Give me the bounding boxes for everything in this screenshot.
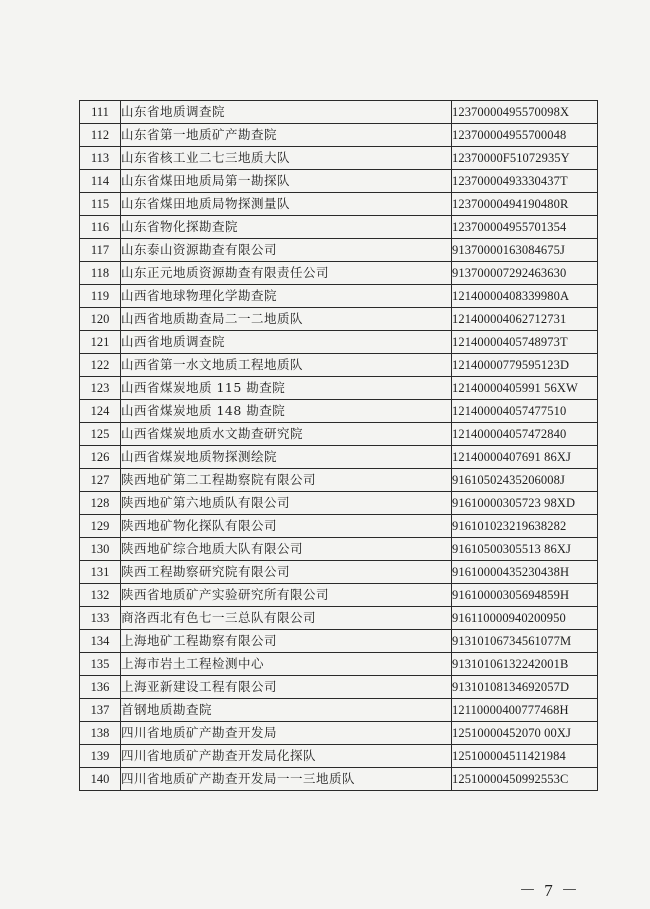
organization-name: 山西省煤炭地质水文勘查研究院 bbox=[121, 423, 452, 446]
credit-code: 91610000305694859H bbox=[452, 584, 598, 607]
table-row bbox=[80, 653, 598, 676]
table-row bbox=[80, 101, 598, 124]
registry-table-body bbox=[80, 101, 598, 791]
organization-name: 首钢地质勘查院 bbox=[121, 699, 452, 722]
table-row bbox=[80, 193, 598, 216]
organization-name: 山东省物化探勘查院 bbox=[121, 216, 452, 239]
row-number: 114 bbox=[80, 170, 121, 193]
table-row bbox=[80, 584, 598, 607]
table-row bbox=[80, 331, 598, 354]
row-number: 129 bbox=[80, 515, 121, 538]
organization-name: 山东省地质调查院 bbox=[121, 101, 452, 124]
credit-code: 12110000400777468H bbox=[452, 699, 598, 722]
organization-name: 陕西工程勘察研究院有限公司 bbox=[121, 561, 452, 584]
row-number: 131 bbox=[80, 561, 121, 584]
table-row bbox=[80, 745, 598, 768]
table-row bbox=[80, 538, 598, 561]
credit-code: 12140000408339980A bbox=[452, 285, 598, 308]
credit-code: 91610000305723 98XD bbox=[452, 492, 598, 515]
row-number: 120 bbox=[80, 308, 121, 331]
credit-code: 913700007292463630 bbox=[452, 262, 598, 285]
row-number: 111 bbox=[80, 101, 121, 124]
table-row bbox=[80, 124, 598, 147]
table-row bbox=[80, 423, 598, 446]
organization-name: 山东省核工业二七三地质大队 bbox=[121, 147, 452, 170]
row-number: 112 bbox=[80, 124, 121, 147]
table-row bbox=[80, 147, 598, 170]
organization-name: 山西省煤炭地质物探测绘院 bbox=[121, 446, 452, 469]
page-number: － 7 － bbox=[519, 881, 580, 900]
organization-name: 山东泰山资源勘查有限公司 bbox=[121, 239, 452, 262]
organization-name: 陕西地矿综合地质大队有限公司 bbox=[121, 538, 452, 561]
table-row bbox=[80, 676, 598, 699]
organization-name: 陕西地矿物化探队有限公司 bbox=[121, 515, 452, 538]
organization-name: 山东省煤田地质局物探测量队 bbox=[121, 193, 452, 216]
row-number: 132 bbox=[80, 584, 121, 607]
table-row bbox=[80, 285, 598, 308]
row-number: 121 bbox=[80, 331, 121, 354]
row-number: 117 bbox=[80, 239, 121, 262]
organization-name: 四川省地质矿产勘查开发局化探队 bbox=[121, 745, 452, 768]
credit-code: 123700004955700048 bbox=[452, 124, 598, 147]
table-row bbox=[80, 515, 598, 538]
credit-code: 12370000494190480R bbox=[452, 193, 598, 216]
row-number: 115 bbox=[80, 193, 121, 216]
row-number: 139 bbox=[80, 745, 121, 768]
row-number: 126 bbox=[80, 446, 121, 469]
organization-name: 上海地矿工程勘察有限公司 bbox=[121, 630, 452, 653]
credit-code: 12510000450992553C bbox=[452, 768, 598, 791]
organization-name: 山西省地质调查院 bbox=[121, 331, 452, 354]
organization-name: 四川省地质矿产勘查开发局一一三地质队 bbox=[121, 768, 452, 791]
organization-name: 四川省地质矿产勘查开发局 bbox=[121, 722, 452, 745]
credit-code: 121400004057477510 bbox=[452, 400, 598, 423]
credit-code: 123700004955701354 bbox=[452, 216, 598, 239]
credit-code: 12510000452070 00XJ bbox=[452, 722, 598, 745]
table-row bbox=[80, 722, 598, 745]
table-row bbox=[80, 262, 598, 285]
credit-code: 91310106132242001B bbox=[452, 653, 598, 676]
table-row bbox=[80, 216, 598, 239]
credit-code: 916101023219638282 bbox=[452, 515, 598, 538]
row-number: 128 bbox=[80, 492, 121, 515]
credit-code: 12140000405748973T bbox=[452, 331, 598, 354]
table-row bbox=[80, 377, 598, 400]
row-number: 130 bbox=[80, 538, 121, 561]
table-row bbox=[80, 239, 598, 262]
credit-code: 91610502435206008J bbox=[452, 469, 598, 492]
row-number: 122 bbox=[80, 354, 121, 377]
organization-name: 山东正元地质资源勘查有限责任公司 bbox=[121, 262, 452, 285]
table-row bbox=[80, 469, 598, 492]
row-number: 127 bbox=[80, 469, 121, 492]
credit-code: 916110000940200950 bbox=[452, 607, 598, 630]
organization-name: 山西省第一水文地质工程地质队 bbox=[121, 354, 452, 377]
credit-code: 121400004057472840 bbox=[452, 423, 598, 446]
row-number: 140 bbox=[80, 768, 121, 791]
organization-name: 山西省煤炭地质 115 勘查院 bbox=[121, 377, 452, 400]
organization-name: 陕西地矿第二工程勘察院有限公司 bbox=[121, 469, 452, 492]
credit-code: 12370000F51072935Y bbox=[452, 147, 598, 170]
credit-code: 91610000435230438H bbox=[452, 561, 598, 584]
row-number: 116 bbox=[80, 216, 121, 239]
credit-code: 91370000163084675J bbox=[452, 239, 598, 262]
credit-code: 12370000493330437T bbox=[452, 170, 598, 193]
table-row bbox=[80, 308, 598, 331]
credit-code: 12140000407691 86XJ bbox=[452, 446, 598, 469]
table-row bbox=[80, 492, 598, 515]
credit-code: 12370000495570098X bbox=[452, 101, 598, 124]
row-number: 119 bbox=[80, 285, 121, 308]
credit-code: 12140000779595123D bbox=[452, 354, 598, 377]
organization-name: 上海亚新建设工程有限公司 bbox=[121, 676, 452, 699]
credit-code: 91610500305513 86XJ bbox=[452, 538, 598, 561]
organization-name: 山西省地球物理化学勘查院 bbox=[121, 285, 452, 308]
row-number: 138 bbox=[80, 722, 121, 745]
table-row bbox=[80, 170, 598, 193]
credit-code: 12140000405991 56XW bbox=[452, 377, 598, 400]
row-number: 118 bbox=[80, 262, 121, 285]
credit-code: 125100004511421984 bbox=[452, 745, 598, 768]
registry-table bbox=[79, 100, 598, 791]
organization-name: 陕西省地质矿产实验研究所有限公司 bbox=[121, 584, 452, 607]
row-number: 124 bbox=[80, 400, 121, 423]
table-row bbox=[80, 607, 598, 630]
organization-name: 山东省煤田地质局第一勘探队 bbox=[121, 170, 452, 193]
table-row bbox=[80, 400, 598, 423]
credit-code: 121400004062712731 bbox=[452, 308, 598, 331]
row-number: 125 bbox=[80, 423, 121, 446]
organization-name: 上海市岩土工程检测中心 bbox=[121, 653, 452, 676]
credit-code: 91310106734561077M bbox=[452, 630, 598, 653]
row-number: 137 bbox=[80, 699, 121, 722]
organization-name: 山西省地质勘查局二一二地质队 bbox=[121, 308, 452, 331]
table-row bbox=[80, 354, 598, 377]
table-row bbox=[80, 699, 598, 722]
row-number: 136 bbox=[80, 676, 121, 699]
organization-name: 山西省煤炭地质 148 勘查院 bbox=[121, 400, 452, 423]
table-row bbox=[80, 768, 598, 791]
row-number: 113 bbox=[80, 147, 121, 170]
credit-code: 91310108134692057D bbox=[452, 676, 598, 699]
row-number: 123 bbox=[80, 377, 121, 400]
organization-name: 陕西地矿第六地质队有限公司 bbox=[121, 492, 452, 515]
organization-name: 山东省第一地质矿产勘查院 bbox=[121, 124, 452, 147]
organization-name: 商洛西北有色七一三总队有限公司 bbox=[121, 607, 452, 630]
table-row bbox=[80, 561, 598, 584]
row-number: 135 bbox=[80, 653, 121, 676]
table-row bbox=[80, 630, 598, 653]
table-row bbox=[80, 446, 598, 469]
row-number: 134 bbox=[80, 630, 121, 653]
row-number: 133 bbox=[80, 607, 121, 630]
